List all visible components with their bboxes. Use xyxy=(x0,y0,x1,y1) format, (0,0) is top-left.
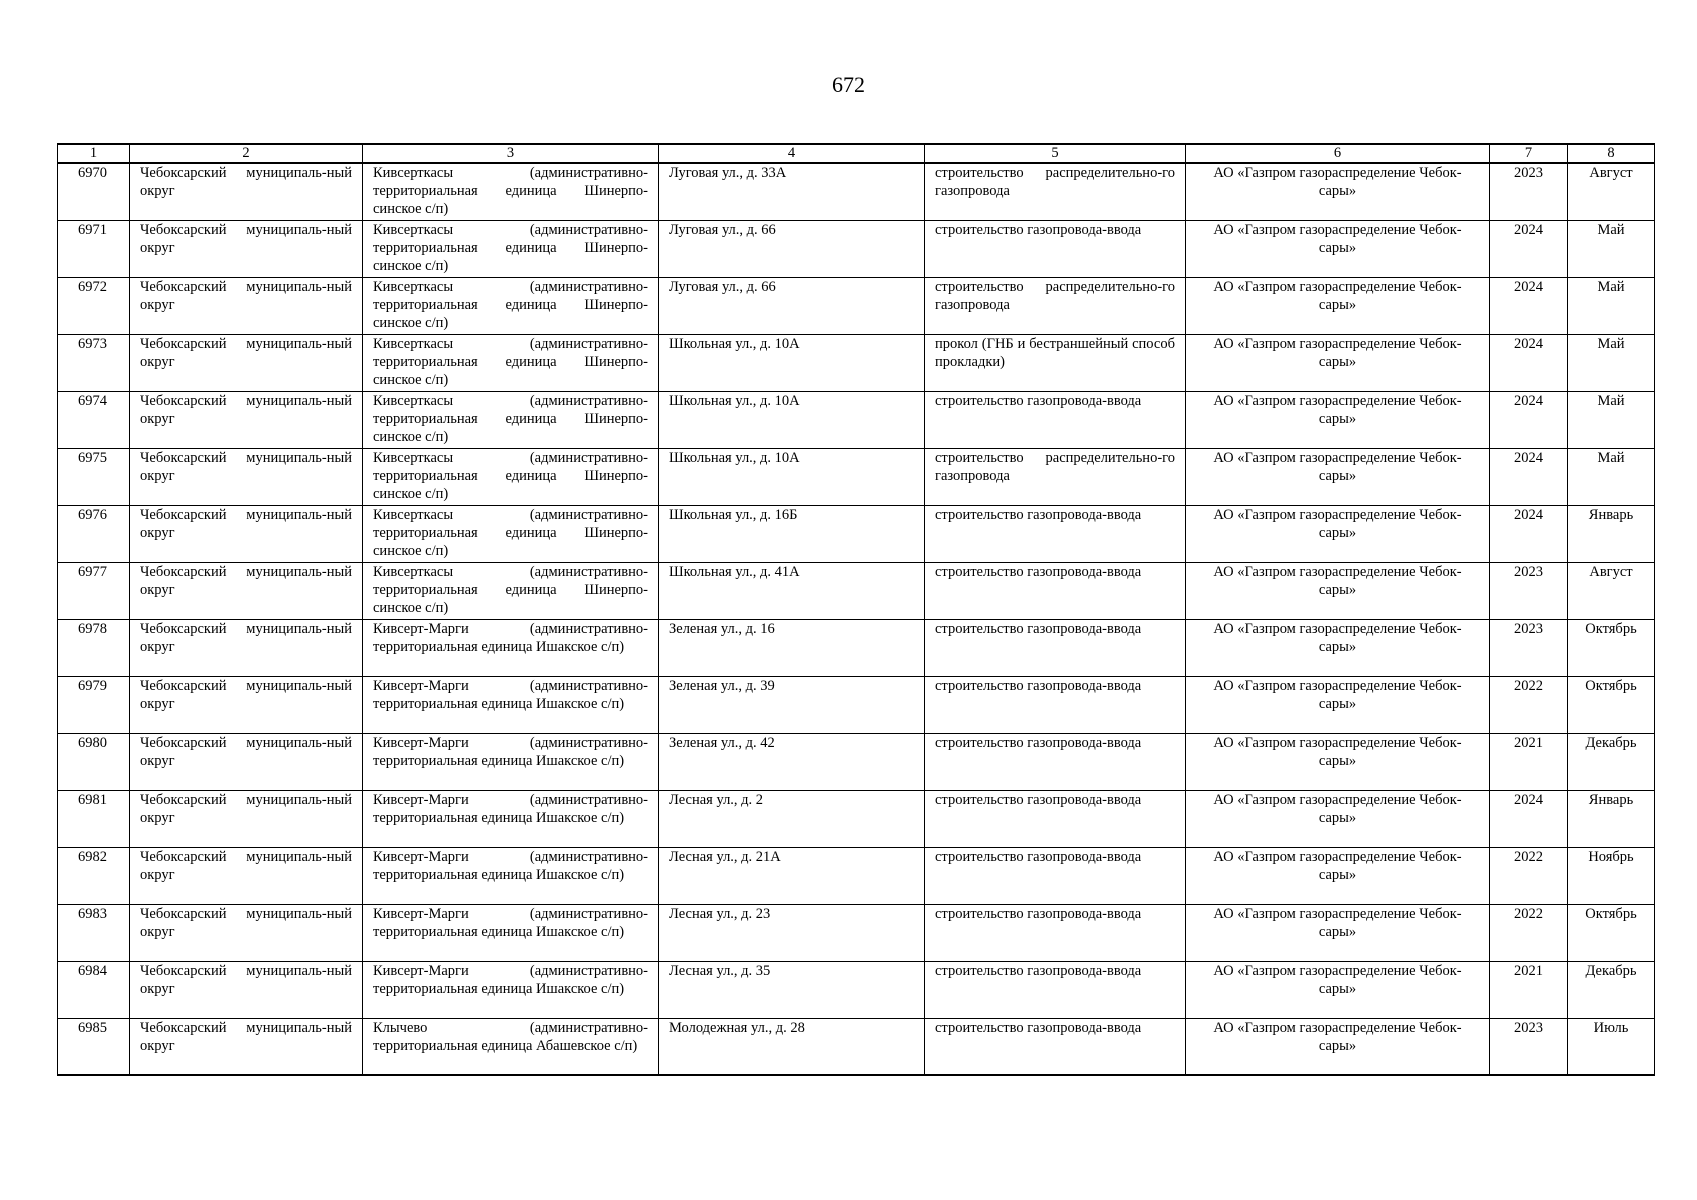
locality-cell: Клычево (административно-территориальная единица Абашевское с/п) xyxy=(363,1018,659,1075)
organization-cell: АО «Газпром газораспределение Чебок-сары» xyxy=(1186,904,1490,961)
work-type-cell: строительство распределительно-го газопровода xyxy=(925,448,1186,505)
month-cell: Октябрь xyxy=(1568,619,1655,676)
table-header xyxy=(58,144,1655,163)
organization-cell: АО «Газпром газораспределение Чебок-сары» xyxy=(1186,277,1490,334)
organization-cell: АО «Газпром газораспределение Чебок-сары» xyxy=(1186,961,1490,1018)
district-cell: Чебоксарский муниципаль-ный округ xyxy=(130,1018,363,1075)
header-col-2: 2 xyxy=(130,144,363,163)
month-cell: Май xyxy=(1568,334,1655,391)
header-row xyxy=(58,144,1655,163)
address-cell: Школьная ул., д. 41А xyxy=(659,562,925,619)
organization-cell: АО «Газпром газораспределение Чебок-сары» xyxy=(1186,505,1490,562)
locality-cell: Кивсерткасы (административно-территориальная единица Шинерпо-синское с/п) xyxy=(363,448,659,505)
work-type-cell: строительство газопровода-ввода xyxy=(925,961,1186,1018)
district-cell: Чебоксарский муниципаль-ный округ xyxy=(130,562,363,619)
table-row xyxy=(58,676,1655,733)
address-cell: Луговая ул., д. 66 xyxy=(659,277,925,334)
row-number: 6982 xyxy=(58,847,130,904)
organization-cell: АО «Газпром газораспределение Чебок-сары» xyxy=(1186,676,1490,733)
row-number: 6985 xyxy=(58,1018,130,1075)
locality-cell: Кивсерт-Марги (административно-территориальная единица Ишакское с/п) xyxy=(363,790,659,847)
row-number: 6977 xyxy=(58,562,130,619)
month-cell: Май xyxy=(1568,448,1655,505)
work-type-cell: строительство газопровода-ввода xyxy=(925,562,1186,619)
year-cell: 2024 xyxy=(1490,448,1568,505)
address-cell: Луговая ул., д. 33А xyxy=(659,163,925,220)
header-col-6: 6 xyxy=(1186,144,1490,163)
header-col-5: 5 xyxy=(925,144,1186,163)
year-cell: 2023 xyxy=(1490,1018,1568,1075)
district-cell: Чебоксарский муниципаль-ный округ xyxy=(130,961,363,1018)
work-type-cell: строительство газопровода-ввода xyxy=(925,733,1186,790)
locality-cell: Кивсерткасы (административно-территориальная единица Шинерпо-синское с/п) xyxy=(363,505,659,562)
row-number: 6983 xyxy=(58,904,130,961)
locality-cell: Кивсерткасы (административно-территориальная единица Шинерпо-синское с/п) xyxy=(363,220,659,277)
district-cell: Чебоксарский муниципаль-ный округ xyxy=(130,277,363,334)
locality-cell: Кивсерт-Марги (административно-территориальная единица Ишакское с/п) xyxy=(363,961,659,1018)
table-row xyxy=(58,1018,1655,1075)
organization-cell: АО «Газпром газораспределение Чебок-сары» xyxy=(1186,847,1490,904)
locality-cell: Кивсерт-Марги (административно-территориальная единица Ишакское с/п) xyxy=(363,733,659,790)
work-type-cell: строительство газопровода-ввода xyxy=(925,619,1186,676)
address-cell: Школьная ул., д. 10А xyxy=(659,448,925,505)
address-cell: Школьная ул., д. 10А xyxy=(659,334,925,391)
table-row xyxy=(58,790,1655,847)
address-cell: Зеленая ул., д. 39 xyxy=(659,676,925,733)
year-cell: 2022 xyxy=(1490,847,1568,904)
table-row xyxy=(58,961,1655,1018)
locality-cell: Кивсерт-Марги (административно-территориальная единица Ишакское с/п) xyxy=(363,619,659,676)
header-col-7: 7 xyxy=(1490,144,1568,163)
year-cell: 2024 xyxy=(1490,277,1568,334)
work-type-cell: прокол (ГНБ и бестраншейный способ прокладки) xyxy=(925,334,1186,391)
table-row xyxy=(58,562,1655,619)
district-cell: Чебоксарский муниципаль-ный округ xyxy=(130,676,363,733)
month-cell: Октябрь xyxy=(1568,676,1655,733)
work-type-cell: строительство газопровода-ввода xyxy=(925,1018,1186,1075)
district-cell: Чебоксарский муниципаль-ный округ xyxy=(130,220,363,277)
table-row xyxy=(58,163,1655,220)
locality-cell: Кивсерткасы (административно-территориальная единица Шинерпо-синское с/п) xyxy=(363,277,659,334)
address-cell: Лесная ул., д. 23 xyxy=(659,904,925,961)
locality-cell: Кивсерт-Марги (административно-территориальная единица Ишакское с/п) xyxy=(363,904,659,961)
row-number: 6975 xyxy=(58,448,130,505)
district-cell: Чебоксарский муниципаль-ный округ xyxy=(130,733,363,790)
address-cell: Лесная ул., д. 21А xyxy=(659,847,925,904)
month-cell: Май xyxy=(1568,391,1655,448)
table-row xyxy=(58,277,1655,334)
address-cell: Лесная ул., д. 35 xyxy=(659,961,925,1018)
table-body xyxy=(58,163,1655,1075)
row-number: 6980 xyxy=(58,733,130,790)
year-cell: 2024 xyxy=(1490,790,1568,847)
year-cell: 2023 xyxy=(1490,562,1568,619)
month-cell: Ноябрь xyxy=(1568,847,1655,904)
work-type-cell: строительство газопровода-ввода xyxy=(925,790,1186,847)
address-cell: Школьная ул., д. 10А xyxy=(659,391,925,448)
address-cell: Луговая ул., д. 66 xyxy=(659,220,925,277)
row-number: 6978 xyxy=(58,619,130,676)
locality-cell: Кивсерт-Марги (административно-территориальная единица Ишакское с/п) xyxy=(363,847,659,904)
table-row xyxy=(58,391,1655,448)
locality-cell: Кивсерткасы (административно-территориальная единица Шинерпо-синское с/п) xyxy=(363,163,659,220)
row-number: 6972 xyxy=(58,277,130,334)
year-cell: 2024 xyxy=(1490,220,1568,277)
locality-cell: Кивсерт-Марги (административно-территориальная единица Ишакское с/п) xyxy=(363,676,659,733)
page-number: 672 xyxy=(832,72,865,97)
district-cell: Чебоксарский муниципаль-ный округ xyxy=(130,448,363,505)
year-cell: 2021 xyxy=(1490,961,1568,1018)
row-number: 6981 xyxy=(58,790,130,847)
address-cell: Лесная ул., д. 2 xyxy=(659,790,925,847)
organization-cell: АО «Газпром газораспределение Чебок-сары» xyxy=(1186,220,1490,277)
organization-cell: АО «Газпром газораспределение Чебок-сары» xyxy=(1186,790,1490,847)
table-row xyxy=(58,220,1655,277)
district-cell: Чебоксарский муниципаль-ный округ xyxy=(130,619,363,676)
organization-cell: АО «Газпром газораспределение Чебок-сары» xyxy=(1186,562,1490,619)
month-cell: Август xyxy=(1568,562,1655,619)
gasification-table xyxy=(57,143,1655,1076)
organization-cell: АО «Газпром газораспределение Чебок-сары» xyxy=(1186,163,1490,220)
month-cell: Октябрь xyxy=(1568,904,1655,961)
work-type-cell: строительство газопровода-ввода xyxy=(925,220,1186,277)
work-type-cell: строительство газопровода-ввода xyxy=(925,904,1186,961)
work-type-cell: строительство газопровода-ввода xyxy=(925,847,1186,904)
year-cell: 2024 xyxy=(1490,391,1568,448)
header-col-8: 8 xyxy=(1568,144,1655,163)
row-number: 6979 xyxy=(58,676,130,733)
month-cell: Декабрь xyxy=(1568,733,1655,790)
row-number: 6974 xyxy=(58,391,130,448)
year-cell: 2024 xyxy=(1490,505,1568,562)
year-cell: 2022 xyxy=(1490,676,1568,733)
organization-cell: АО «Газпром газораспределение Чебок-сары» xyxy=(1186,448,1490,505)
work-type-cell: строительство распределительно-го газопровода xyxy=(925,163,1186,220)
month-cell: Май xyxy=(1568,277,1655,334)
address-cell: Зеленая ул., д. 16 xyxy=(659,619,925,676)
address-cell: Школьная ул., д. 16Б xyxy=(659,505,925,562)
locality-cell: Кивсерткасы (административно-территориальная единица Шинерпо-синское с/п) xyxy=(363,334,659,391)
work-type-cell: строительство газопровода-ввода xyxy=(925,391,1186,448)
table-row xyxy=(58,334,1655,391)
month-cell: Декабрь xyxy=(1568,961,1655,1018)
table-row xyxy=(58,733,1655,790)
district-cell: Чебоксарский муниципаль-ный округ xyxy=(130,904,363,961)
table-row xyxy=(58,904,1655,961)
organization-cell: АО «Газпром газораспределение Чебок-сары» xyxy=(1186,391,1490,448)
district-cell: Чебоксарский муниципаль-ный округ xyxy=(130,391,363,448)
work-type-cell: строительство газопровода-ввода xyxy=(925,505,1186,562)
row-number: 6976 xyxy=(58,505,130,562)
organization-cell: АО «Газпром газораспределение Чебок-сары» xyxy=(1186,334,1490,391)
locality-cell: Кивсерткасы (административно-территориальная единица Шинерпо-синское с/п) xyxy=(363,562,659,619)
district-cell: Чебоксарский муниципаль-ный округ xyxy=(130,163,363,220)
header-col-4: 4 xyxy=(659,144,925,163)
month-cell: Май xyxy=(1568,220,1655,277)
organization-cell: АО «Газпром газораспределение Чебок-сары» xyxy=(1186,733,1490,790)
month-cell: Январь xyxy=(1568,790,1655,847)
row-number: 6971 xyxy=(58,220,130,277)
table-row xyxy=(58,505,1655,562)
organization-cell: АО «Газпром газораспределение Чебок-сары» xyxy=(1186,1018,1490,1075)
row-number: 6984 xyxy=(58,961,130,1018)
month-cell: Август xyxy=(1568,163,1655,220)
year-cell: 2023 xyxy=(1490,163,1568,220)
district-cell: Чебоксарский муниципаль-ный округ xyxy=(130,847,363,904)
year-cell: 2021 xyxy=(1490,733,1568,790)
work-type-cell: строительство распределительно-го газопровода xyxy=(925,277,1186,334)
district-cell: Чебоксарский муниципаль-ный округ xyxy=(130,334,363,391)
header-col-3: 3 xyxy=(363,144,659,163)
work-type-cell: строительство газопровода-ввода xyxy=(925,676,1186,733)
address-cell: Молодежная ул., д. 28 xyxy=(659,1018,925,1075)
month-cell: Январь xyxy=(1568,505,1655,562)
table-row xyxy=(58,847,1655,904)
row-number: 6973 xyxy=(58,334,130,391)
district-cell: Чебоксарский муниципаль-ный округ xyxy=(130,505,363,562)
header-col-1: 1 xyxy=(58,144,130,163)
locality-cell: Кивсерткасы (административно-территориальная единица Шинерпо-синское с/п) xyxy=(363,391,659,448)
organization-cell: АО «Газпром газораспределение Чебок-сары» xyxy=(1186,619,1490,676)
month-cell: Июль xyxy=(1568,1018,1655,1075)
year-cell: 2023 xyxy=(1490,619,1568,676)
year-cell: 2024 xyxy=(1490,334,1568,391)
year-cell: 2022 xyxy=(1490,904,1568,961)
table-row xyxy=(58,448,1655,505)
address-cell: Зеленая ул., д. 42 xyxy=(659,733,925,790)
row-number: 6970 xyxy=(58,163,130,220)
district-cell: Чебоксарский муниципаль-ный округ xyxy=(130,790,363,847)
table-row xyxy=(58,619,1655,676)
